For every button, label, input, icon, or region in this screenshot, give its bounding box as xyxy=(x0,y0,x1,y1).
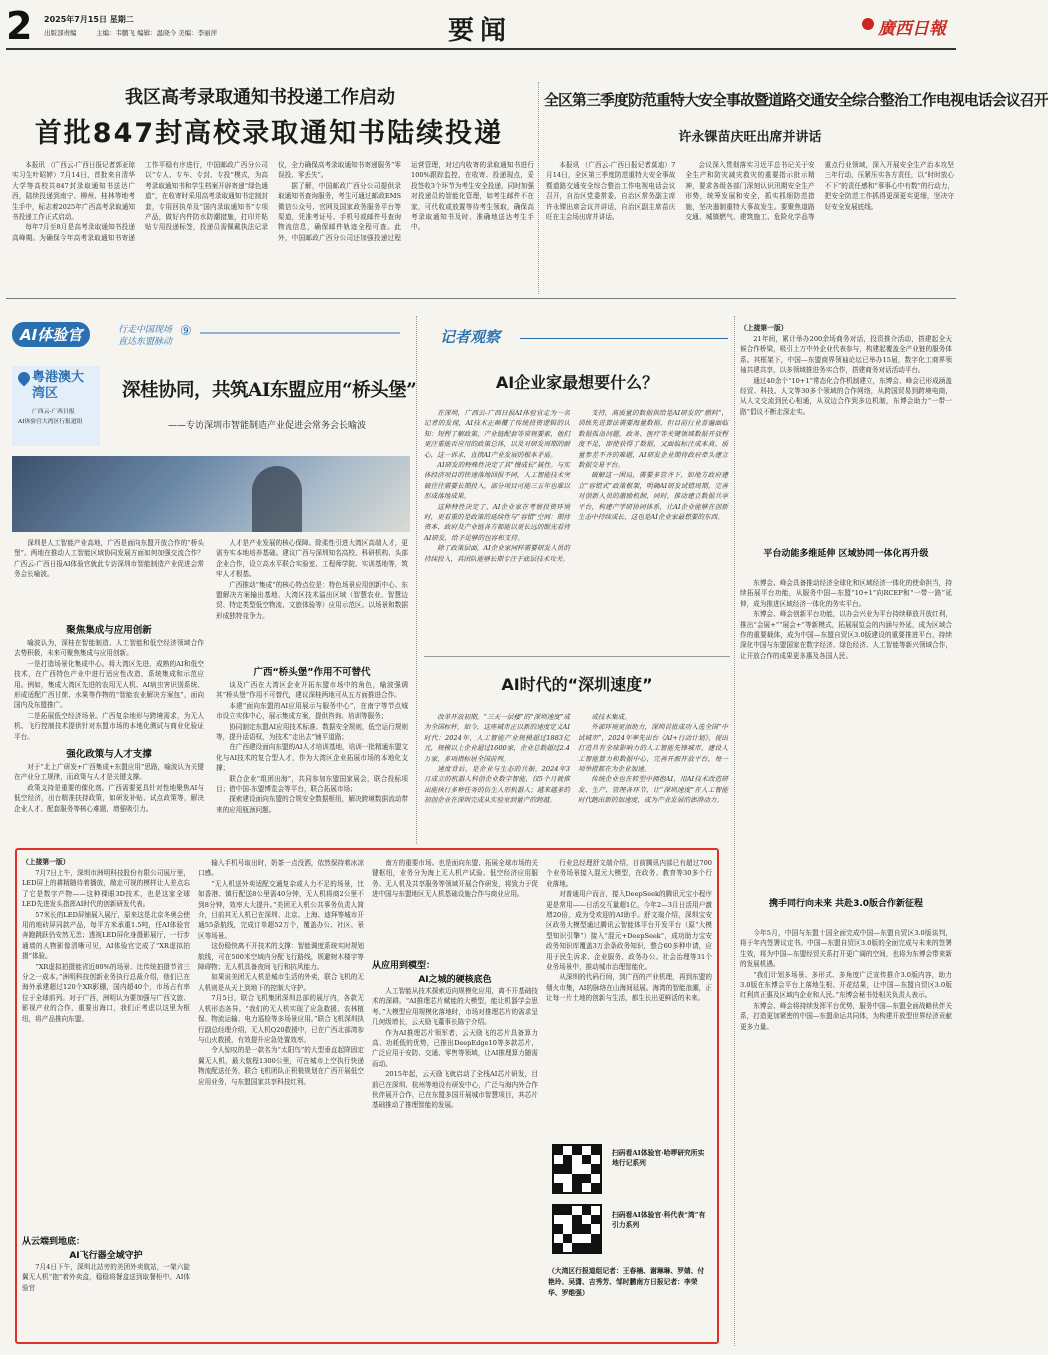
right-subhead-2: 携手同行向未来 共赴3.0版合作新征程 xyxy=(768,899,924,909)
top-left-kicker: 我区高考录取通知书投递工作启动 xyxy=(125,87,395,108)
feature-subhead-2: 强化政策与人才支撑 xyxy=(66,749,152,760)
paragraph: 在广西建设面向东盟的AI人才培训基地，培训一批精通东盟文化与AI技术的复合型人才，作为大湾区企业拓展市场的本地化支撑； xyxy=(216,743,408,773)
top-right-body xyxy=(546,160,954,292)
bottom-col1-body-2 xyxy=(22,1262,190,1336)
paragraph: 联合企业“组团出海”，共同参加东盟国家展会，联合投标项目；借中国-东盟博览会等平台，联合拓展市场； xyxy=(216,774,408,794)
paragraph: 二是拓展低空经济场景。广西复杂地形与跨境需求，为无人机、飞行控制技术提供针对东盟市场的本地化测试与商业化验证平台。 xyxy=(14,711,204,741)
masthead-rule xyxy=(6,48,956,50)
paragraph: 东博会、峰会创新平台功能，以办会兴业为平台持续释放开放红利，推出“会展+”“展会+”等新模式，拓展展览会的内涵与外延，成为区域合作的重要载体，成为中国—东盟自贸区3.0版建设的重要推进平台，持续深化中国与东盟国家在数字经济、绿色经济、人工智能等新兴领域合作，让开放合作的成果更多惠及各国人民。 xyxy=(740,610,952,660)
paragraph: 深圳是人工智能产业高地，广西是面向东盟开放合作的“桥头堡”。两地在推动人工智能区域协同发展方面如何加强交流合作？广西云-广西日报AI体验官就此专访深圳市智能制造产业促进会常务会长喻波。 xyxy=(14,539,204,579)
observe-body-4 xyxy=(578,712,728,844)
qr-caption-1: 扫码看AI体验官·哈啰研究所实地行记系列 xyxy=(612,1149,705,1167)
paragraph: 外部环境更添助力，深圳首批成功入选全国“中试城市”，2024年率先出台《AI+行动计划》，提出打造具有全球影响力的人工智能先锋城市。建设人工智能算力和数据中心，完善开源开放平台，每一项举措都在为企业加速。 xyxy=(578,723,728,774)
region-note-1: 广西云-广西日报 xyxy=(32,409,75,415)
paragraph: 破解这一困局，需要多管齐下，如地方政府建立“容错式”政策框架，明确AI研发试错周期，完善对创新人员的激励机制，同时，推动建立数据共享平台，构建产学研协同体系，让AI企业能够在创新生态中持续成长，这也是AI企业家最想要的东西。 xyxy=(578,471,728,522)
paragraph: 57米长的LED屏铺展入展厅，原来这是北京冬奥会使用的地砖屏同款产品，每平方米承重1.5吨，任AI体验官奔跑跳跃仍安然无恙；透视LED屏化身摄影展厅，一行步通墙的人物影像清晰可见，AI体验官完成了“XR虚拟拍摄”体验。 xyxy=(22,910,190,961)
paragraph: 速度背后，是企业与生态的共振。2024年3月成立的机器人科创企业数字智能，仅5个月就推出能执行多种任务的仿生人形机器人；越来越多的初创企业在深圳完成从实验室到量产的跨越。 xyxy=(424,765,570,805)
paragraph: 谈及广西在大湾区企业开拓东盟市场中的角色，喻波强调其“桥头堡”作用不可替代，建议深桂两地可从五方面推进合作。 xyxy=(216,681,408,700)
paragraph: 会议深入贯彻落实习近平总书记关于安全生产和防灾减灾救灾的重要指示批示精神，要求各级各部门深刻认识汛期安全生产形势，统筹发展和安全，抓实抓细防范措施，坚决遏制重特大事故发生。要聚焦道路交通、城镇燃气、建筑施工、危险化学品等重点行业领域，深入开展安全生产治本攻坚三年行动，压紧压实各方责任，以“时时放心不下”的责任感和“事事心中有数”的行动力，把安全防范工作抓得更深更实更细，坚决守好安全发展底线。 xyxy=(685,161,954,222)
paragraph: 人工智能从技术探索迈向规模化应用，离不开基础技术的深耕。“AI推理芯片赋能的大模型，能让机器学会思考。”大模型应用规模化落地时，市场对推理芯片的需求呈几何级增长，云天励飞董事长陈宁介绍。 xyxy=(372,987,538,1027)
masthead xyxy=(0,0,961,56)
region-note-2: AI体验官大湾区行报道组 xyxy=(18,419,83,425)
ai-banner xyxy=(8,316,408,352)
paragraph: 21年间，累计举办200余场商务对话，投资推介活动，搭建起全天候合作桥梁，吸引上万中外企业代表参与，构建起覆盖全产业链的服务体系。其框架下，中国—东盟商界领袖论坛已举办15届，数字化工商界领袖共建共享，以多领域推进务实合作，搭建商务对话活动平台。 xyxy=(740,335,952,375)
ai-banner-stripe xyxy=(200,332,400,334)
paragraph: 本建“面向东盟的AI应用展示与服务中心”，在南宁等节点城市设立实体中心，展示集成方案，提供咨询、培训等服务； xyxy=(216,701,408,721)
paragraph: AI研发的特殊性决定了其“慢成长”属性。与实体经济项目的快速落地回报不同，人工智能技术突破往往需要长期投入，部分项目可能三五年也难以形成落地成果。 xyxy=(424,461,570,501)
paragraph: 支持，高质量的数据供给是AI研发的“燃料”，训练先进算法需要海量数据，但目前行业普遍面临数据孤岛问题，政务、医疗等关键领域数据开放程度不足，即使获得了数据，又面临标注成本高、质量参差不齐的难题，AI研发企业期待政府牵头建立数据交易平台。 xyxy=(578,409,728,470)
paragraph: 7月7日上午，深圳市洲明科技股份有限公司展厅里，LED屏上的耕精随待着播放，敞走可视的模样让人差点忘了它是数字产物——这种裸眼3D技术，也是这家全球LED先进发头指挥AI时代的创新研发代表。 xyxy=(22,869,190,909)
series-number: ⑨ xyxy=(180,324,192,339)
observe-headline-1: AI企业家最想要什么？ xyxy=(495,373,659,392)
section-title: 要闻 xyxy=(447,16,512,46)
qr-caption-2: 扫码看AI体验官·科代表“湾”有引力系列 xyxy=(612,1211,706,1229)
feature-subhead-3: 广西“桥头堡”作用不可替代 xyxy=(253,667,371,678)
issue-dept: 出版部责编 xyxy=(44,29,77,37)
top-section-rule xyxy=(6,298,956,299)
paragraph: “XR虚拟拍摄能省近80%的场景、比传统拍摄节省三分之一成本。”洲明科技创新业务执行总裁介绍，他们已在海外承建超过120个XR影棚，国内超40个，市场占有率位于全球前列。对于广西，洲明认为要加强与广西文旅、影视产业的合作，重要出海口，我们正考虑以这里为枢纽，将产品推向东盟。 xyxy=(22,962,190,1023)
observe-body-2 xyxy=(578,408,728,646)
ai-badge: AI体验官 xyxy=(12,322,90,347)
bottom-col2-body xyxy=(198,858,364,1336)
photo-figure xyxy=(252,466,302,532)
observe-body-3 xyxy=(424,712,570,844)
newspaper-logo-mark xyxy=(862,18,874,30)
feature-col2-body-2 xyxy=(216,680,408,842)
paragraph: 7月4日下午，深圳北站旁的美团外卖航站，一架六旋翼无人机“抱”着外卖盒，稳稳将餐盒送到取餐柜中。AI体验官 xyxy=(22,1263,190,1292)
bottom-col1-body xyxy=(22,868,190,1230)
bottom-subhead-2: 从应用到模型： xyxy=(372,961,436,971)
issue-date: 2025年7月15日 星期二 xyxy=(44,15,134,24)
paragraph: 改革开放初期，“三天一层楼”的“深圳速度”成为全国标杆，如今，这座城市正以新的速度定义AI时代：2024年，人工智能产业规模超过1883亿元，规模以上企业超过1600家，企业总数超过2.4万家，多项指标居全国前列。 xyxy=(424,713,570,763)
paragraph: 对于“北上广研发+广西集成+东盟应用”思路，喻波认为关键在产业分工规律，而政策与人才是关键支撑。 xyxy=(14,763,204,782)
paragraph: 本报讯 （广西云-广西日报记者郭亚琼 实习生叶昭婷）7月14日，首批来自清华大学等高校共847封录取通知书送达广西，陆续投递到南宁、柳州、桂林等地考生手中，标志着2025年广西高考录取通知书投递工作正式启动。 xyxy=(12,161,136,222)
bottom-cont-label: （上接第一版） xyxy=(22,858,70,866)
paragraph: 传统企业也在转型中拥抱AI，用AI技术改造研发、生产、管理各环节，让“深圳速度”在人工智能时代跑出新的加速度，成为产业发展的澎湃动力。 xyxy=(578,775,728,805)
right-cont-label: （上接第一版） xyxy=(740,324,788,332)
right-col-body-3 xyxy=(740,928,952,1346)
feature-col1-body xyxy=(14,638,204,742)
issue-staff: 主编：韦鹏飞 编辑：温晓今 美编：李丽萍 xyxy=(96,29,218,37)
bottom-col3-body-2 xyxy=(372,986,538,1336)
reporter-credits: （大湾区行报道组记者：王春楠、谢琳琳、罗婧、付艳玲、吴潇、吉秀芳、邹时鹏南方日报记者：李荣华、罗维强） xyxy=(548,1267,705,1297)
paragraph: 喻波认为，深桂在智能制造、人工智能和低空经济领域合作去势积极，未来可聚焦集成与应用创新。 xyxy=(14,639,204,658)
paragraph: 一是打造场景化集成中心。将大湾区先进、成熟的AI和低空技术，在广西特色产业中进行适应性改造，系统集成和示范应用。例如，集成大湾区先进的农用无人机、AI病虫害识别系统、形成适配广西甘蔗、水果等作物的“智能农业解决方案包”，面向国内及东盟推广。 xyxy=(14,659,204,710)
feature-subline: ——专访深圳市智能制造产业促进会常务会长喻波 xyxy=(168,421,367,431)
page-number: 2 xyxy=(6,4,33,48)
paragraph: 据了解，中国邮政广西分公司提供录取通知书查询服务，考生可通过邮政EMS微信公众号、官网及国家政务服务平台等渠道，凭准考证号、手机号或邮件号查询物流信息，确保邮件轨迹全程可查。此外，中国邮政广西分公司还加强投递过程运营管理，对过内收寄的录取通知书进行100%跟踪监控，在收寄、投递现点，妥投签收3个环节为考生安全投递，同时加强对投递员的智能化管理，如考生邮件不在家，可代收或放置等待考生领取，确保高考录取通知书及时、准确地送达考生手中。 xyxy=(278,161,534,242)
region-name: 粤港澳大湾区 xyxy=(32,370,85,401)
newspaper-logo: 廣西日報 xyxy=(878,19,946,39)
top-left-headline: 首批847封高校录取通知书陆续投递 xyxy=(34,118,504,149)
bottom-col4-body xyxy=(546,858,712,1140)
paragraph: “我们计划多场景、多形式、多角度广泛宣传推介3.0版内容，助力3.0版在东博会平台上落地生根、开花结果，让中国—东盟自贸区3.0版红利真正惠及区域内企业和人民。”东博会秘书处相关负责人表示。 xyxy=(740,970,952,1000)
bottom-subhead-1: 从云端到地底： xyxy=(22,1237,86,1247)
feature-headline: 深桂协同，共筑AI东盟应用“桥头堡” xyxy=(122,380,417,401)
paragraph: 7月5日，联合飞机集团深圳总部的展厅内，各款无人机形态各异。“我们的无人机实现了应急救援、农林植保、物流运输、电力巡检等多场景应用。”联合飞机深圳执行副总经理介绍，无人机Q20救援中，已在广西北部湾参与山火救援，有效提升应急处置效率。 xyxy=(198,994,364,1044)
paragraph: 2015年起，云天励飞就启动了全栈AI芯片研发，目前已在深圳、杭州等地设有研发中心，广泛与海内外合作伙伴展开合作，已在东盟多国开展城市智慧项目，其芯片基础推动了推理智能的发展。 xyxy=(372,1070,538,1110)
paragraph: 令人惊叹的是一款名为“太阳鸟”的大型垂直起降固定翼无人机，最大航程1300公里，可在城市上空执行快递物流配送任务，联合飞机团队正积极规划在广西开展低空应用业务，与东盟国家共享科技红利。 xyxy=(198,1046,364,1086)
paragraph: 本报讯 （广西云-广西日报记者莫迪）7月14日，全区第三季度防范重特大安全事故暨道路交通安全综合整治工作电视电话会议召开，自治区党委常委、自治区常务副主席许永锞出席会议并讲话，自治区副主席苗庆旺在主会场出席并讲话。 xyxy=(546,161,676,222)
right-divider xyxy=(734,316,735,1346)
observe-label-rule xyxy=(520,338,728,339)
feature-col1-intro xyxy=(14,538,204,620)
observe-headline-2: AI时代的“深圳速度” xyxy=(501,675,653,694)
feature-divider xyxy=(416,316,417,844)
top-left-body xyxy=(12,160,534,292)
feature-subhead-1: 聚焦集成与应用创新 xyxy=(66,625,152,636)
paragraph: 东博会、峰会具备推动经济全球化和区域经济一体化的使命担当，持续拓展平台功能，从服务中国—东盟“10+1”向RCEP和“一带一路”延伸，成为推进区域经济一体化的务实平台。 xyxy=(740,579,952,608)
paragraph: 人才是产业发展的核心保障。除柔性引进大湾区高端人才，更需夯实本地培养基础。建议广西与深圳知名高校、科研机构、头部企业合作，设立高水平联合实验室、工程师学院、实训基地等，筑牢人才根基。 xyxy=(216,539,408,579)
ai-slogan-1: 行走中国现场 xyxy=(118,325,173,335)
paragraph: 作为AI推理芯片领军者，云天励飞的芯片具备算力高、功耗低的优势，已推出DeepEdge10等多款芯片，广泛应用于安防、交通、零售等领域，让AI推理算力随需而动。 xyxy=(372,1028,538,1068)
paragraph: 通过40余个“10+1”常态化合作机制建立，东博会、峰会已形成涵盖经贸、科技、人文等30多个领域的合作网络，从跨国贸易到跨境电商，从人文交流到民心相通，从双边合作到多边机制，东博会助力“一带一路”倡议不断走深走实。 xyxy=(740,376,952,416)
feature-photo xyxy=(12,456,410,532)
bottom-subhead-1b: AI飞行器全域守护 xyxy=(69,1251,143,1261)
paragraph: 在深圳，广西云-广西日报AI体验官走为一名记者的发现，AI技术正颠覆了传统投资逻辑的认知：短程了解政策，产业链配套等常规要素，他们更注重能否应用的政策总体，以及对研发周期的耐心，这一诉求，直指AI产业发展的根本矛盾。 xyxy=(424,409,570,459)
top-right-subline: 许永锞苗庆旺出席并讲话 xyxy=(678,130,822,145)
qr-code-2[interactable] xyxy=(552,1204,602,1254)
bottom-col3-body xyxy=(372,858,538,952)
paragraph: “无人机送外卖适配交通复杂或人力不足的场景，比如香港、镇行配送8公里需40分钟，无人机将商2公里不到8分钟，效率大大提升。”美团无人机公共事务负责人简介，目前其无人机已在深圳、北京、上海、迪拜等城市开通55条航线，完成订单超52万个，覆盖办公、社区、景区等场景。 xyxy=(198,879,364,940)
right-subhead-1: 平台动能多维延伸 区域协同一体化再升级 xyxy=(763,549,929,559)
paragraph: 这种特性决定了，AI企业家在考察投资环境时，更看重的是政策的延续性与“容错”空间：期待资本、政府及产业链各方都能以更长远的眼光看待AI研发，给予足够的包容和支持。 xyxy=(424,502,570,542)
paragraph: 对普通用户而言，接入DeepSeek的腾讯元宝小程序更是常用——日活交互量超1亿，今年2—3月日活用户激增20倍，成为受欢迎的AI助手。舒文端介绍，深圳宝安区政务大模型通过腾讯云智能体平台开发平台（原“大模型知识引擎”）接入“混元+DeepSeek”，成功助力宝安政务知识库覆盖3万余条政务知识，整合60多种申请，应用于民生诉求、企业服务、政务办公、社会治理等31个业务场景中，推动城市治理智能化。 xyxy=(546,890,712,972)
observe-body-1 xyxy=(424,408,570,646)
paragraph: 东博会、峰会将持续发挥平台优势，服务中国—东盟全面战略伙伴关系，打造更加紧密的中国—东盟命运共同体，为构建开放型世界经济贡献更多力量。 xyxy=(740,1001,952,1031)
paragraph: 从深圳的代码行间，到广西的产业机理，再到东盟的烟火市集，AI的脉络在山海间延展。海湾的智能浪潮，正让每一片土地的创新与生活，都生长出更鲜活的未来。 xyxy=(546,973,712,1003)
paragraph: 这份稳快离不开技术的支撑：智能调度系统实时规划航线，可在500米空域内分配飞行路线，规避树木楼宇等障碍物；无人机具备夜间飞行和抗风能力。 xyxy=(198,942,364,972)
paragraph: 行业总经理舒文端介绍，目前腾讯内部已有超过700个业务场景接入混元大模型，在政务、教育等30多个行业落地。 xyxy=(546,859,712,888)
observe-divider xyxy=(424,656,730,657)
paragraph: 南方的重要市场。也是面向东盟、拓展全球市场的关键枢纽，业务分为海上无人机产试验、低空经济应用服务、无人机及共享服务等领域开展合作研发，将致力于促进中国与东盟地区无人机基础设施合作与商业应用。 xyxy=(372,859,538,899)
paragraph: 除了政策层面，AI企业家同样需要研发人员的持续投入，其团队能够长期专注于底层技术攻关。 xyxy=(424,544,570,563)
paragraph: 广西推动“集成”的核心特点位是：特色场景应用创新中心、东盟解决方案输出基地、大湾区技术溢出区域（智慧农业、智慧边贸、特定类型低空物流、文旅体验等）应用示范区。以场景和数据形成独特竞争力。 xyxy=(216,580,408,620)
top-right-headline: 全区第三季度防范重特大安全事故暨道路交通安全综合整治工作电视电话会议召开 xyxy=(544,92,1048,109)
location-pin-icon xyxy=(16,370,33,387)
right-col-body-2 xyxy=(740,578,952,894)
right-col-body xyxy=(740,334,952,534)
paragraph: 政策支持是重要的催化剂。广西需要更具针对性地聚焦AI与低空经济，出台精准扶持政策，如研发补贴、试点政策等，解决企业人才、配套服务等核心难题，增强吸引力。 xyxy=(14,783,204,813)
paragraph: 如果说美团无人机是城市生活的外卖，联合飞机的无人机则是从天上到地下的控制大守护。 xyxy=(198,973,364,992)
paragraph: 每年7月至8月是高考录取通知书投递高峰期。为确保今年高考录取通知书寄递工作平稳有序进行，中国邮政广西分公司以“专人、专车、专封、专投”模式，为高考录取通知书和学生档案开辟寄递“绿色通道”，在收寄时采用高考录取通知书定制封套，专用回执单及“国内录取通知书”专项产品，做好内件防水防潮措施，打印并粘贴专用投递标签，投递员需佩戴执法记录仪，全力确保高考录取通知书寄递服务“零误投、零丢失”。 xyxy=(12,161,401,242)
paragraph: 输入手机号取出时，奶茶一点没洒，依然保持着冰凉口感。 xyxy=(198,859,364,878)
top-divider xyxy=(538,82,539,294)
ai-slogan-2: 直达东盟脉动 xyxy=(118,337,173,347)
paragraph: 协同制定东盟AI应用技术标准、数据安全规则，低空运行规则等，提升话语权，为技术“走出去”铺平道路； xyxy=(216,722,408,742)
qr-code-1[interactable] xyxy=(552,1144,602,1194)
feature-col1-body-2 xyxy=(14,762,204,842)
bottom-subhead-2b: AI之城的硬核底色 xyxy=(418,975,492,985)
paragraph: 探索建设面向东盟的合规安全数据枢纽，解决跨境数据流动带来的应用瓶颈问题。 xyxy=(216,795,408,814)
feature-col2-body xyxy=(216,538,408,660)
paragraph: 成技术集成。 xyxy=(591,713,631,721)
paragraph: 今年5月，中国与东盟十国全面完成中国—东盟自贸区3.0版谈判，将于年内签署议定书。中国—东盟自贸区3.0版的全面完成与未来的签署生效，将为中国—东盟经贸关系打开更广阔的空间，也将为东博会带来新的发展机遇。 xyxy=(740,929,952,969)
observe-label: 记者观察 xyxy=(440,328,501,346)
region-block xyxy=(12,366,100,446)
